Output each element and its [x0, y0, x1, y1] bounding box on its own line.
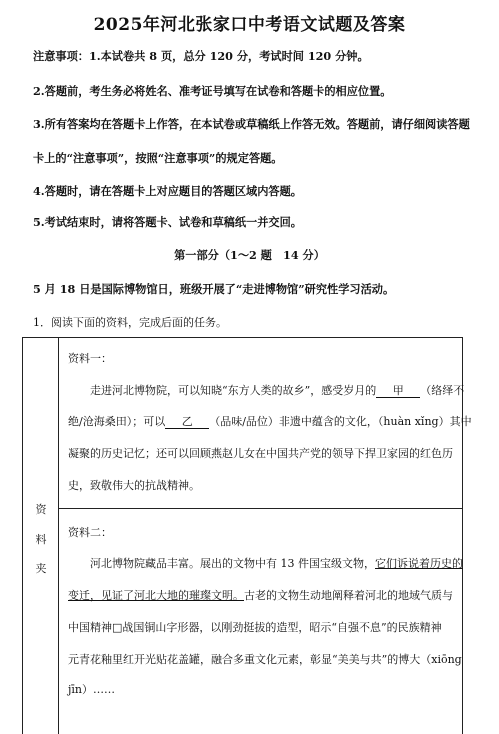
material-1-line-2-text: 绝/沧海桑田）；可以 — [68, 415, 166, 428]
note-line-2: 2.答题前，考生务必将姓名、准考证号填写在试卷和答题卡的相应位置。 — [33, 84, 392, 98]
material-1-line-2-tail: （品味/品位）非遗中蕴含的文化，（huàn xǐng）其中 — [209, 415, 472, 428]
question-1-prompt: 1．阅读下面的资料，完成后面的任务。 — [33, 316, 227, 329]
material-2-line-2 — [68, 587, 453, 603]
material-2-heading: 资料二： — [68, 526, 112, 539]
materials-table — [22, 337, 472, 734]
material-2-line-3: 中国精神□战国铜山字形器，以刚劲挺拔的造型，昭示“自强不息”的民族精神 — [68, 621, 442, 634]
note-line-1: 注意事项：1.本试卷共 8 页，总分 120 分，考试时间 120 分钟。 — [33, 49, 369, 63]
activity-intro: 5 月 18 日是国际博物馆日，班级开展了“走进博物馆”研究性学习活动。 — [33, 282, 395, 296]
materials-row-divider — [59, 508, 463, 509]
label-char-3: 夹 — [35, 562, 47, 575]
material-2-underlined-1: 它们诉说着历史的 — [375, 557, 463, 570]
material-2-line-1 — [90, 555, 463, 571]
material-2-line-2-tail: 古老的文物生动地阐释着河北的地域气质与 — [244, 589, 453, 602]
material-1-line-4: 史，致敬伟大的抗战精神。 — [68, 479, 200, 492]
material-2-underlined-2: 变迁，见证了河北大地的璀璨文明。 — [68, 589, 244, 602]
material-1-line-1-text: 走进河北博物院，可以知晓“东方人类的故乡”，感受岁月的 — [90, 384, 377, 397]
note-line-5: 4.答题时，请在答题卡上对应题目的答题区域内答题。 — [33, 184, 302, 198]
material-1-heading: 资料一： — [68, 352, 112, 365]
material-1-line-1 — [90, 382, 464, 398]
note-line-6: 5.考试结束时，请将答题卡、试卷和草稿纸一并交回。 — [33, 215, 302, 229]
note-line-4: 卡上的“注意事项”，按照“注意事项”的规定答题。 — [33, 151, 283, 165]
material-2-line-5: jīn）…… — [68, 683, 116, 696]
material-1-line-1-tail: （络绎不 — [420, 384, 465, 397]
material-1-line-3: 凝聚的历史记忆；还可以回顾燕赵儿女在中国共产党的领导下捍卫家园的红色历 — [68, 447, 453, 460]
material-2-line-1-text: 河北博物院藏品丰富。展出的文物中有 13 件国宝级文物， — [90, 557, 375, 570]
part-heading: 第一部分（1～2 题 14 分） — [174, 248, 325, 262]
materials-label-column — [23, 338, 59, 734]
label-char-2: 料 — [35, 533, 47, 546]
label-char-1: 资 — [35, 503, 47, 516]
exam-title: 2025年河北张家口中考语文试题及答案 — [93, 15, 406, 35]
material-2-line-4: 元青花釉里红开光贴花盖罐，融合多重文化元素，彰显“美美与共”的博大（xiōng — [68, 653, 462, 666]
blank-jia: 甲 — [376, 385, 420, 398]
note-line-3: 3.所有答案均在答题卡上作答，在本试卷或草稿纸上作答无效。答题前，请仔细阅读答题 — [33, 117, 470, 131]
blank-yi: 乙 — [165, 416, 209, 429]
material-1-line-2 — [68, 413, 472, 429]
